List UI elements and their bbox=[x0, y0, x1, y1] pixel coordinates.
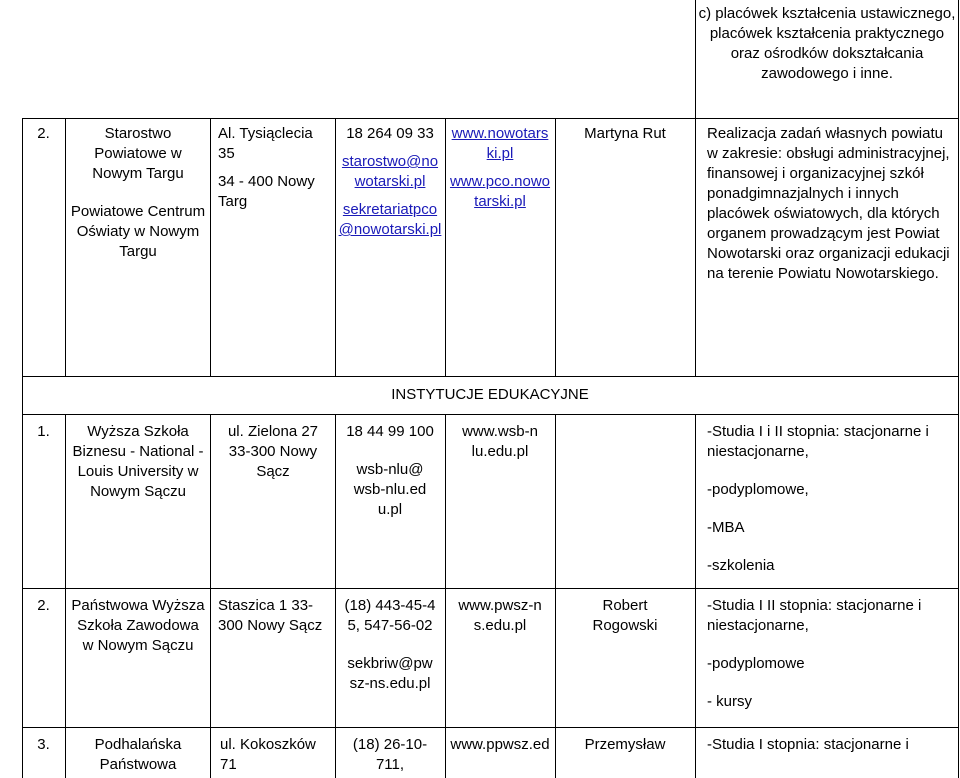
email-link[interactable]: starostwo@nowotarski.pl bbox=[341, 153, 439, 190]
description-text: Realizacja zadań własnych powiatu w zakresie: obsługi administracyjnej, finansowej i organizacyjnej szkół ponadgimnazjalnych i innych placówek oświatowych, dla których organem prowadzącym jest Powiat Nowotarski oraz organizacji edukacji na terenie Powiatu Nowotarskiego. bbox=[707, 125, 950, 282]
website bbox=[448, 422, 552, 462]
description-text: -podyplomowe bbox=[707, 655, 805, 672]
section-header-text: INSTYTUCJE EDUKACYJNE bbox=[391, 386, 589, 403]
row-number-text: 2. bbox=[37, 125, 50, 142]
row-number-text: 1. bbox=[37, 423, 50, 440]
phone-email bbox=[338, 422, 442, 520]
contact-person-text: Martyna Rut bbox=[584, 125, 666, 142]
description bbox=[707, 735, 957, 755]
website-link[interactable]: www.pco.nowotarski.pl bbox=[449, 173, 551, 210]
row-number bbox=[22, 735, 65, 755]
table-border-right bbox=[958, 0, 959, 778]
col-divider bbox=[65, 414, 66, 778]
top-row-description bbox=[698, 4, 956, 84]
row-divider bbox=[22, 118, 959, 119]
institution-name-text: Starostwo Powiatowe w Nowym Targu bbox=[92, 125, 184, 182]
description-text: -Studia I stopnia: stacjonarne i bbox=[707, 736, 909, 753]
description-text: c) placówek kształcenia ustawicznego, placówek kształcenia praktycznego oraz ośrodków dokształcania zawodowego i inne. bbox=[698, 5, 956, 82]
address bbox=[218, 596, 330, 636]
table-border-left bbox=[22, 118, 23, 778]
phone-email bbox=[338, 124, 442, 240]
phone-text: (18) 26-10-711, bbox=[352, 736, 428, 773]
contact-person bbox=[558, 596, 692, 636]
row-divider bbox=[22, 727, 959, 728]
address bbox=[220, 735, 332, 775]
col-divider bbox=[555, 414, 556, 778]
address bbox=[218, 124, 330, 212]
email-link[interactable]: wsb-nlu@wsb-nlu.edu.pl bbox=[353, 461, 427, 518]
institution-name bbox=[70, 124, 206, 262]
website bbox=[448, 124, 552, 212]
institution-name-text: Powiatowe Centrum Oświaty w Nowym Targu bbox=[70, 203, 206, 260]
contact-person bbox=[558, 735, 692, 755]
row-number bbox=[22, 422, 65, 442]
col-divider bbox=[210, 118, 211, 376]
section-header bbox=[22, 385, 958, 405]
website-link[interactable]: www.ppwsz.ed bbox=[450, 736, 550, 753]
description-text: - kursy bbox=[707, 693, 752, 710]
website-link[interactable]: www.nowotarski.pl bbox=[451, 125, 549, 162]
description bbox=[707, 422, 953, 576]
email-link[interactable]: sekbriw@pwsz-ns.edu.pl bbox=[347, 655, 433, 692]
contact-person-text: Robert Rogowski bbox=[592, 597, 658, 634]
col-divider bbox=[695, 414, 696, 778]
row-divider bbox=[22, 414, 959, 415]
description-text: -Studia I II stopnia: stacjonarne i niestacjonarne, bbox=[707, 597, 922, 634]
institution-name-text: Podhalańska Państwowa bbox=[94, 736, 182, 773]
description-text: -podyplomowe, bbox=[707, 481, 809, 498]
institution-name bbox=[70, 596, 206, 656]
col-divider bbox=[555, 118, 556, 376]
description-text: -Studia I i II stopnia: stacjonarne i niestacjonarne, bbox=[707, 423, 929, 460]
col-divider bbox=[695, 118, 696, 376]
institution-name bbox=[70, 422, 206, 502]
website-link[interactable]: www.pwsz-ns.edu.pl bbox=[458, 597, 542, 634]
address-text: Al. Tysiąclecia 35 bbox=[218, 125, 313, 162]
description-text: -MBA bbox=[707, 519, 745, 536]
col-divider bbox=[445, 414, 446, 778]
row-number-text: 2. bbox=[37, 597, 50, 614]
description-text: -szkolenia bbox=[707, 557, 775, 574]
address bbox=[216, 422, 330, 482]
website-link[interactable]: www.wsb-nlu.edu.pl bbox=[462, 423, 538, 460]
table-border-left bbox=[695, 0, 696, 118]
col-divider bbox=[335, 118, 336, 376]
description bbox=[707, 596, 953, 712]
phone-text: (18) 443-45-45, 547-56-02 bbox=[344, 597, 436, 634]
institution-name bbox=[70, 735, 206, 775]
website bbox=[448, 735, 552, 755]
col-divider bbox=[65, 118, 66, 376]
row-number bbox=[22, 596, 65, 616]
phone-text: 18 44 99 100 bbox=[346, 423, 434, 440]
contact-person-text: Przemysław bbox=[584, 736, 666, 753]
row-divider bbox=[22, 588, 959, 589]
phone-email bbox=[338, 596, 442, 694]
contact-person bbox=[558, 124, 692, 144]
institution-name-text: Państwowa Wyższa Szkoła Zawodowa w Nowym Sączu bbox=[71, 597, 205, 654]
institution-name-text: Wyższa Szkoła Biznesu - National - Louis University w Nowym Sączu bbox=[72, 423, 204, 500]
address-text: ul. Zielona 27 33-300 Nowy Sącz bbox=[227, 423, 319, 480]
col-divider bbox=[210, 414, 211, 778]
row-divider bbox=[22, 376, 959, 377]
row-number-text: 3. bbox=[37, 736, 50, 753]
phone bbox=[338, 735, 442, 775]
address-text: 34 - 400 Nowy Targ bbox=[218, 173, 315, 210]
email-link[interactable]: sekretariatpco@nowotarski.pl bbox=[338, 201, 442, 238]
website bbox=[448, 596, 552, 636]
col-divider bbox=[335, 414, 336, 778]
phone-text: 18 264 09 33 bbox=[346, 125, 434, 142]
col-divider bbox=[445, 118, 446, 376]
address-text: Staszica 1 33-300 Nowy Sącz bbox=[218, 597, 323, 634]
description bbox=[707, 124, 953, 284]
address-text: ul. Kokoszków 71 bbox=[220, 736, 316, 773]
row-number bbox=[22, 124, 65, 144]
